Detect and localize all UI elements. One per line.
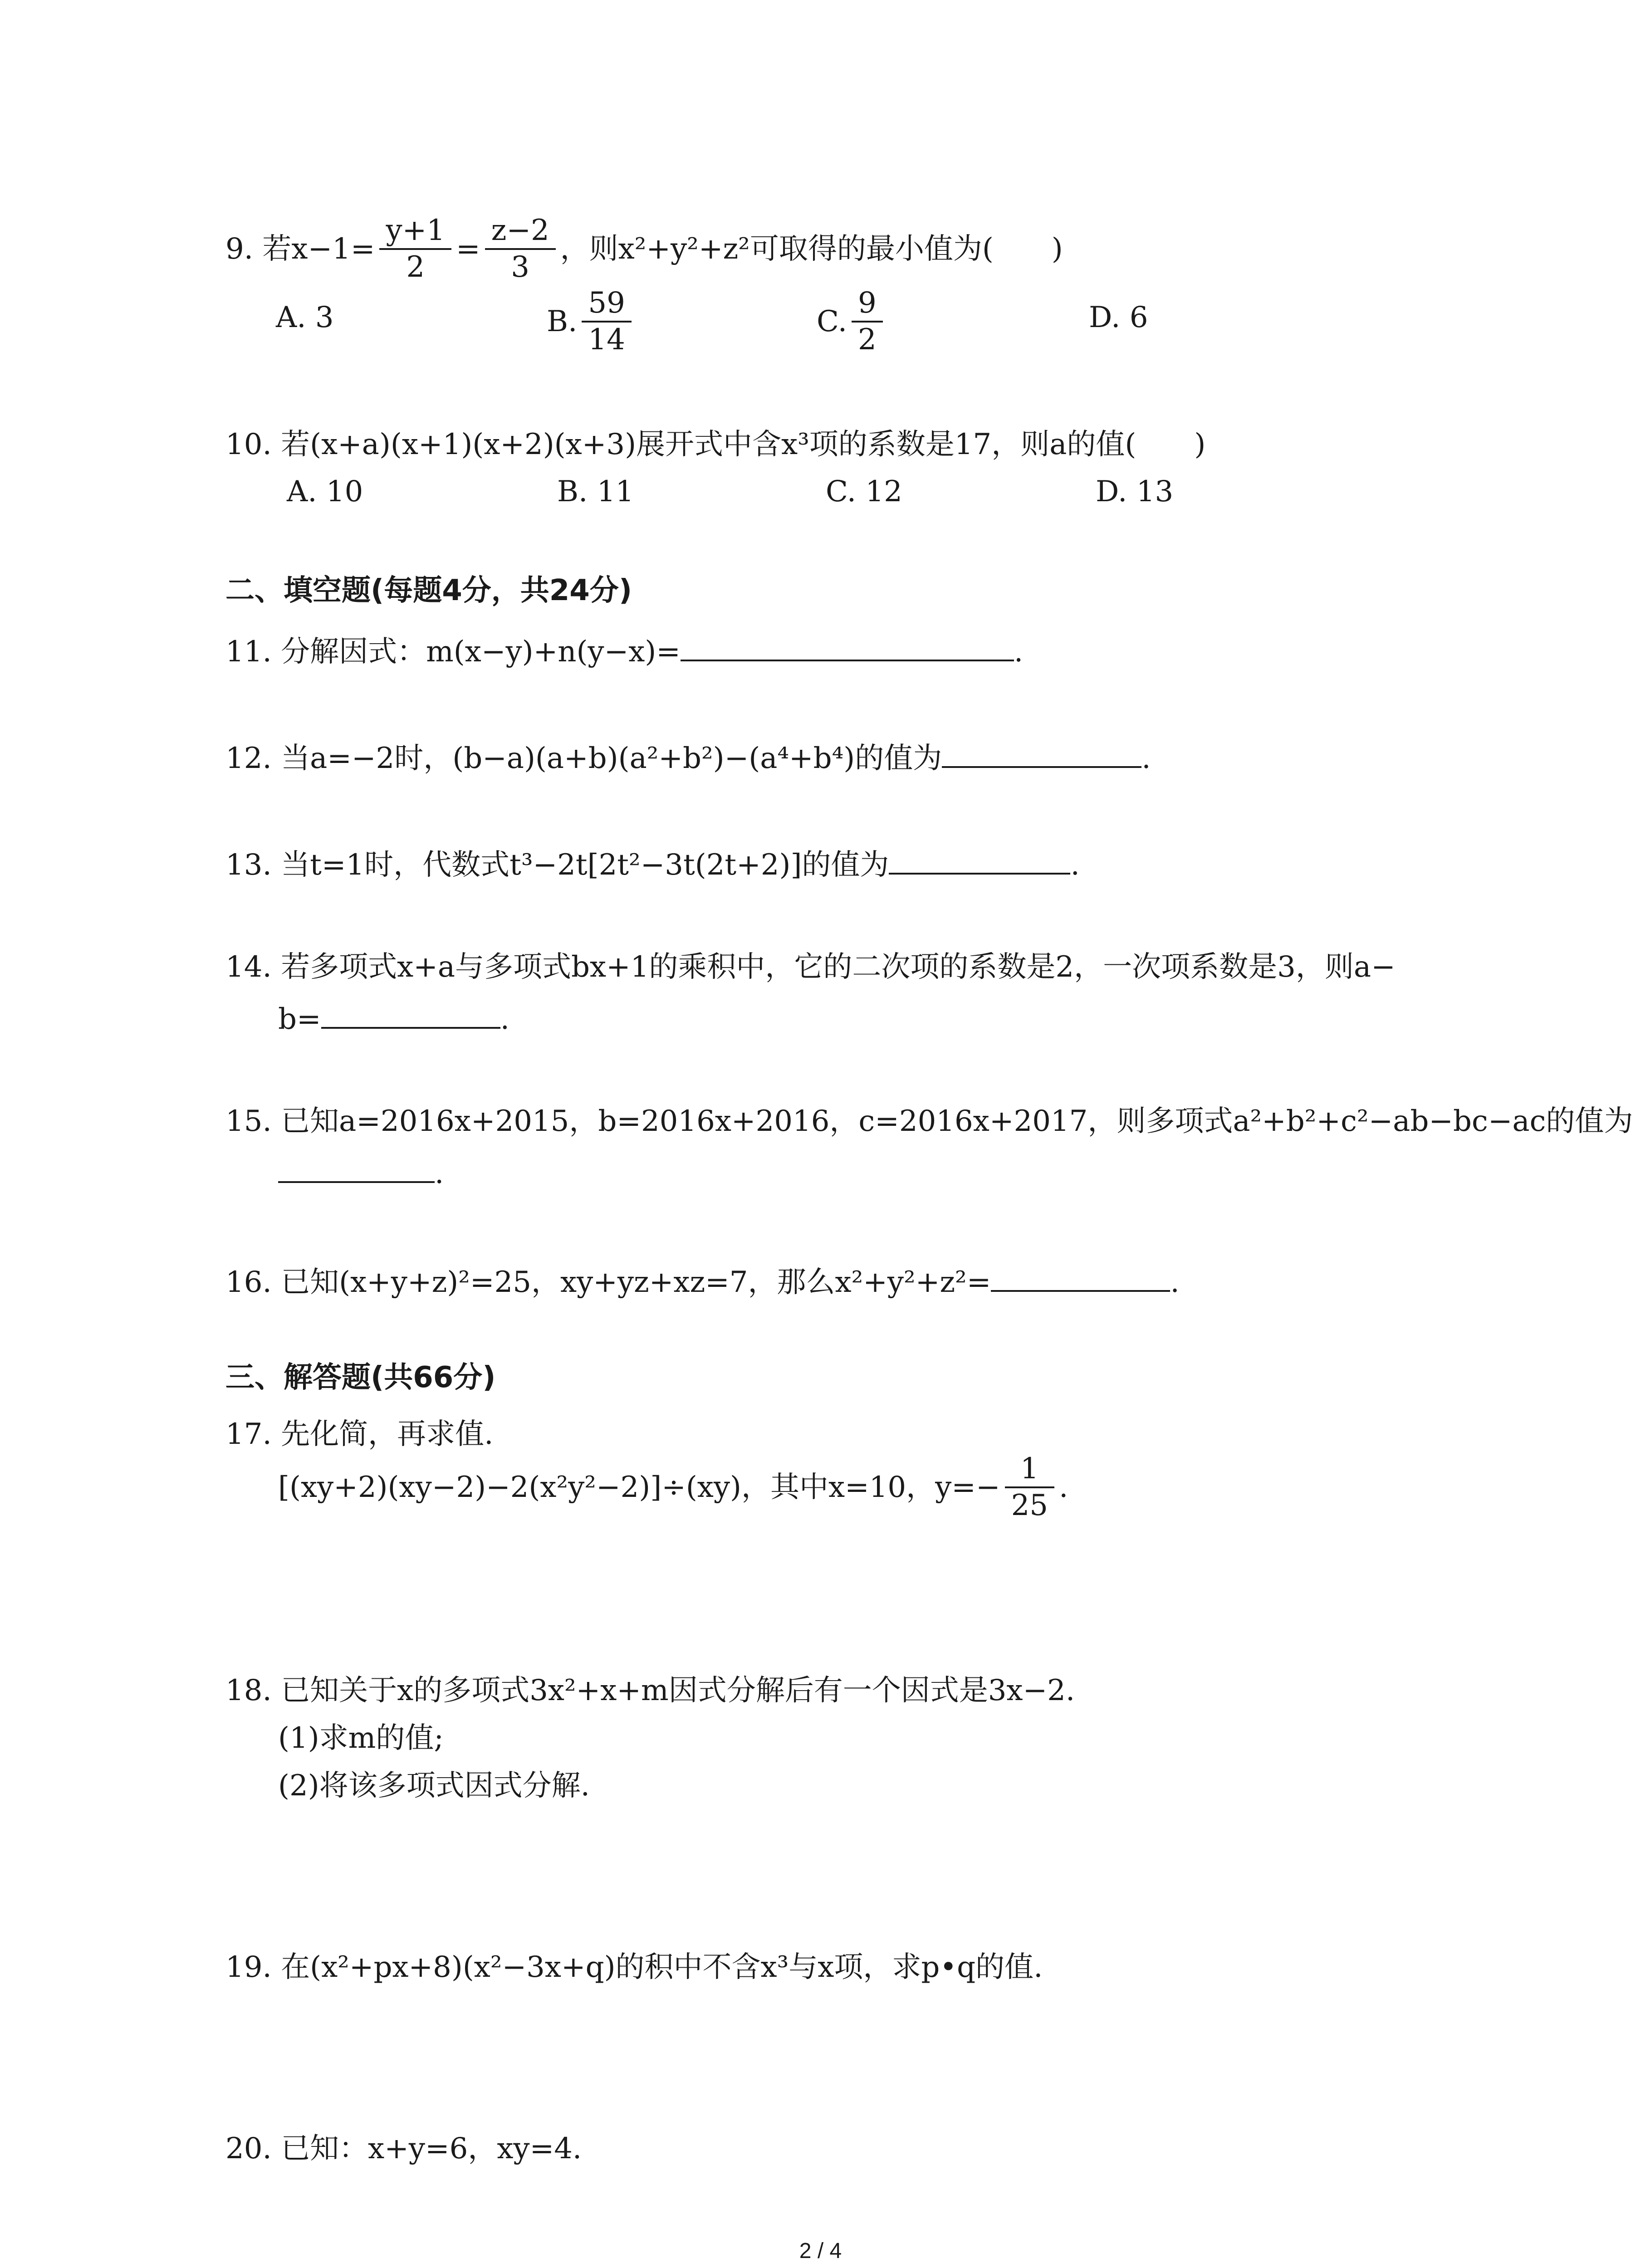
q9-equals: = [456,232,480,266]
question-15-line-1: 15. 已知a=2016x+2015，b=2016x+2016，c=2016x+2017，则多项式a²+b²+c²−ab−bc−ac的值为 [225,1105,1633,1138]
question-14-line-1: 14. 若多项式x+a与多项式bx+1的乘积中，它的二次项的系数是2，一次项系数是3，则a− [225,950,1396,984]
q9-stem-post: ，则x²+y²+z²可取得的最小值为( ) [560,232,1063,266]
q10-option-b: B. 11 [557,475,634,508]
question-20: 20. 已知：x+y=6，xy=4. [225,2132,582,2165]
q9-fraction-2: $\frac{z-2}{3}$ [485,213,556,285]
question-17-expression: [(xy+2)(xy−2)−2(x²y²−2)]÷(xy)，其中x=10，y=− $\frac{1}{25}$ . [278,1452,1068,1522]
question-11: 11. 分解因式：m(x−y)+n(y−x)= . [225,635,1024,669]
question-14-line-2: b= . [278,1002,509,1036]
q17-fraction: $\frac{1}{25}$ [1005,1452,1054,1523]
question-18-part-2: (2)将该多项式因式分解. [278,1769,590,1803]
q10-option-a: A. 10 [287,475,363,508]
q9-stem-pre: 9. 若x−1= [225,232,375,266]
q10-option-d: D. 13 [1096,475,1174,508]
question-18-part-1: (1)求m的值; [278,1721,444,1755]
question-19: 19. 在(x²+px+8)(x²−3x+q)的积中不含x³与x项，求p•q的值. [225,1950,1043,1984]
question-18-line-1: 18. 已知关于x的多项式3x²+x+m因式分解后有一个因式是3x−2. [225,1674,1075,1707]
answer-blank [321,1026,500,1029]
answer-blank [889,872,1070,875]
q9-option-b: B. $\frac{59}{14}$ [547,286,636,357]
question-9 [225,213,1063,285]
answer-blank [991,1290,1170,1292]
section-2-heading: 二、填空题(每题4分，共24分) [225,574,632,607]
answer-blank [942,766,1141,768]
question-17-line-1: 17. 先化简，再求值. [225,1418,494,1451]
answer-blank [278,1181,435,1183]
q9-option-a: A. 3 [276,301,334,334]
q10-option-c: C. 12 [826,475,902,508]
question-13: 13. 当t=1时，代数式t³−2t[2t²−3t(2t+2)]的值为 . [225,848,1080,882]
question-12: 12. 当a=−2时，(b−a)(a+b)(a²+b²)−(a⁴+b⁴)的值为 . [225,742,1151,775]
answer-blank [681,659,1014,661]
question-16: 16. 已知(x+y+z)²=25，xy+yz+xz=7，那么x²+y²+z²= . [225,1266,1180,1299]
question-15-line-2: . [278,1159,444,1188]
question-10: 10. 若(x+a)(x+1)(x+2)(x+3)展开式中含x³项的系数是17，则a的值( ) [225,428,1206,461]
section-3-heading: 三、解答题(共66分) [225,1361,496,1394]
q9-option-c: C. $\frac{9}{2}$ [817,286,887,357]
page-number: 2 / 4 [799,2239,842,2263]
q9-option-d: D. 6 [1089,301,1148,334]
q9-fraction-1: $\frac{y+1}{2}$ [379,213,451,285]
